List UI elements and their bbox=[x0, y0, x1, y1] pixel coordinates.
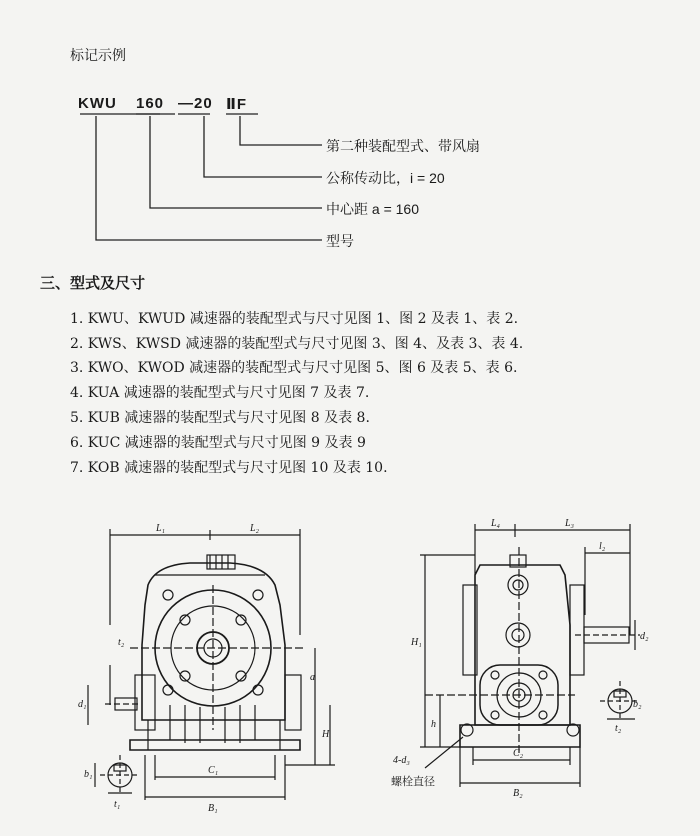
leader-ratio: 公称传动比，i = 20 bbox=[326, 170, 445, 186]
section-title: 三、型式及尺寸 bbox=[40, 274, 146, 292]
code-ratio: —20 bbox=[178, 95, 213, 112]
dim-B1: B₁ bbox=[208, 803, 218, 814]
list-item: 5. KUB 减速器的装配型式与尺寸见图 8 及表 8. bbox=[70, 410, 370, 426]
figure-left-reducer bbox=[60, 515, 360, 815]
bolt-diameter-label: 螺栓直径 bbox=[391, 775, 435, 788]
dim-t2: t₂ bbox=[615, 723, 622, 734]
marking-leader-lines bbox=[0, 0, 700, 260]
code-model: KWU bbox=[78, 95, 117, 112]
dim-4-d3: 4-d₃ bbox=[393, 755, 410, 766]
leader-config: 第二种装配型式、带风扇 bbox=[326, 138, 480, 154]
dim-t1: t₁ bbox=[114, 799, 121, 810]
dim-H1: H₁ bbox=[411, 637, 422, 648]
dim-L3: L₃ bbox=[565, 518, 575, 529]
code-config: ⅡF bbox=[226, 96, 248, 113]
dim-H: H bbox=[322, 729, 330, 740]
leader-distance: 中心距 a = 160 bbox=[326, 201, 419, 217]
dim-a: a bbox=[310, 672, 315, 683]
dim-L1: L₁ bbox=[156, 523, 166, 534]
dim-b1: b₁ bbox=[84, 769, 93, 780]
dim-t2: t₂ bbox=[118, 637, 125, 648]
dim-L2: L₂ bbox=[250, 523, 260, 534]
list-item: 1. KWU、KWUD 减速器的装配型式与尺寸见图 1、图 2 及表 1、表 2. bbox=[70, 311, 519, 327]
figure-right-reducer bbox=[385, 515, 690, 815]
list-item: 3. KWO、KWOD 减速器的装配型式与尺寸见图 5、图 6 及表 5、表 6. bbox=[70, 360, 518, 376]
dim-d2: d₂ bbox=[640, 631, 649, 642]
leader-model: 型号 bbox=[326, 233, 354, 249]
section-heading-marking-example: 标记示例 bbox=[70, 48, 126, 64]
list-item: 7. KOB 减速器的装配型式与尺寸见图 10 及表 10. bbox=[70, 460, 388, 476]
dim-b2: b₂ bbox=[633, 699, 642, 710]
dim-B2: B₂ bbox=[513, 788, 523, 799]
dim-l2: l₂ bbox=[599, 541, 606, 552]
list-item: 6. KUC 减速器的装配型式与尺寸见图 9 及表 9 bbox=[70, 435, 366, 451]
dim-d1: d₁ bbox=[78, 699, 87, 710]
list-item: 2. KWS、KWSD 减速器的装配型式与尺寸见图 3、图 4、及表 3、表 4. bbox=[70, 336, 524, 352]
dim-h: h bbox=[431, 719, 436, 730]
code-center-distance: 160 bbox=[136, 95, 165, 112]
list-item: 4. KUA 减速器的装配型式与尺寸见图 7 及表 7. bbox=[70, 385, 370, 401]
dim-C1: C₁ bbox=[208, 765, 219, 776]
dim-L4: L₄ bbox=[491, 518, 501, 529]
dim-C2: C₂ bbox=[513, 748, 524, 759]
